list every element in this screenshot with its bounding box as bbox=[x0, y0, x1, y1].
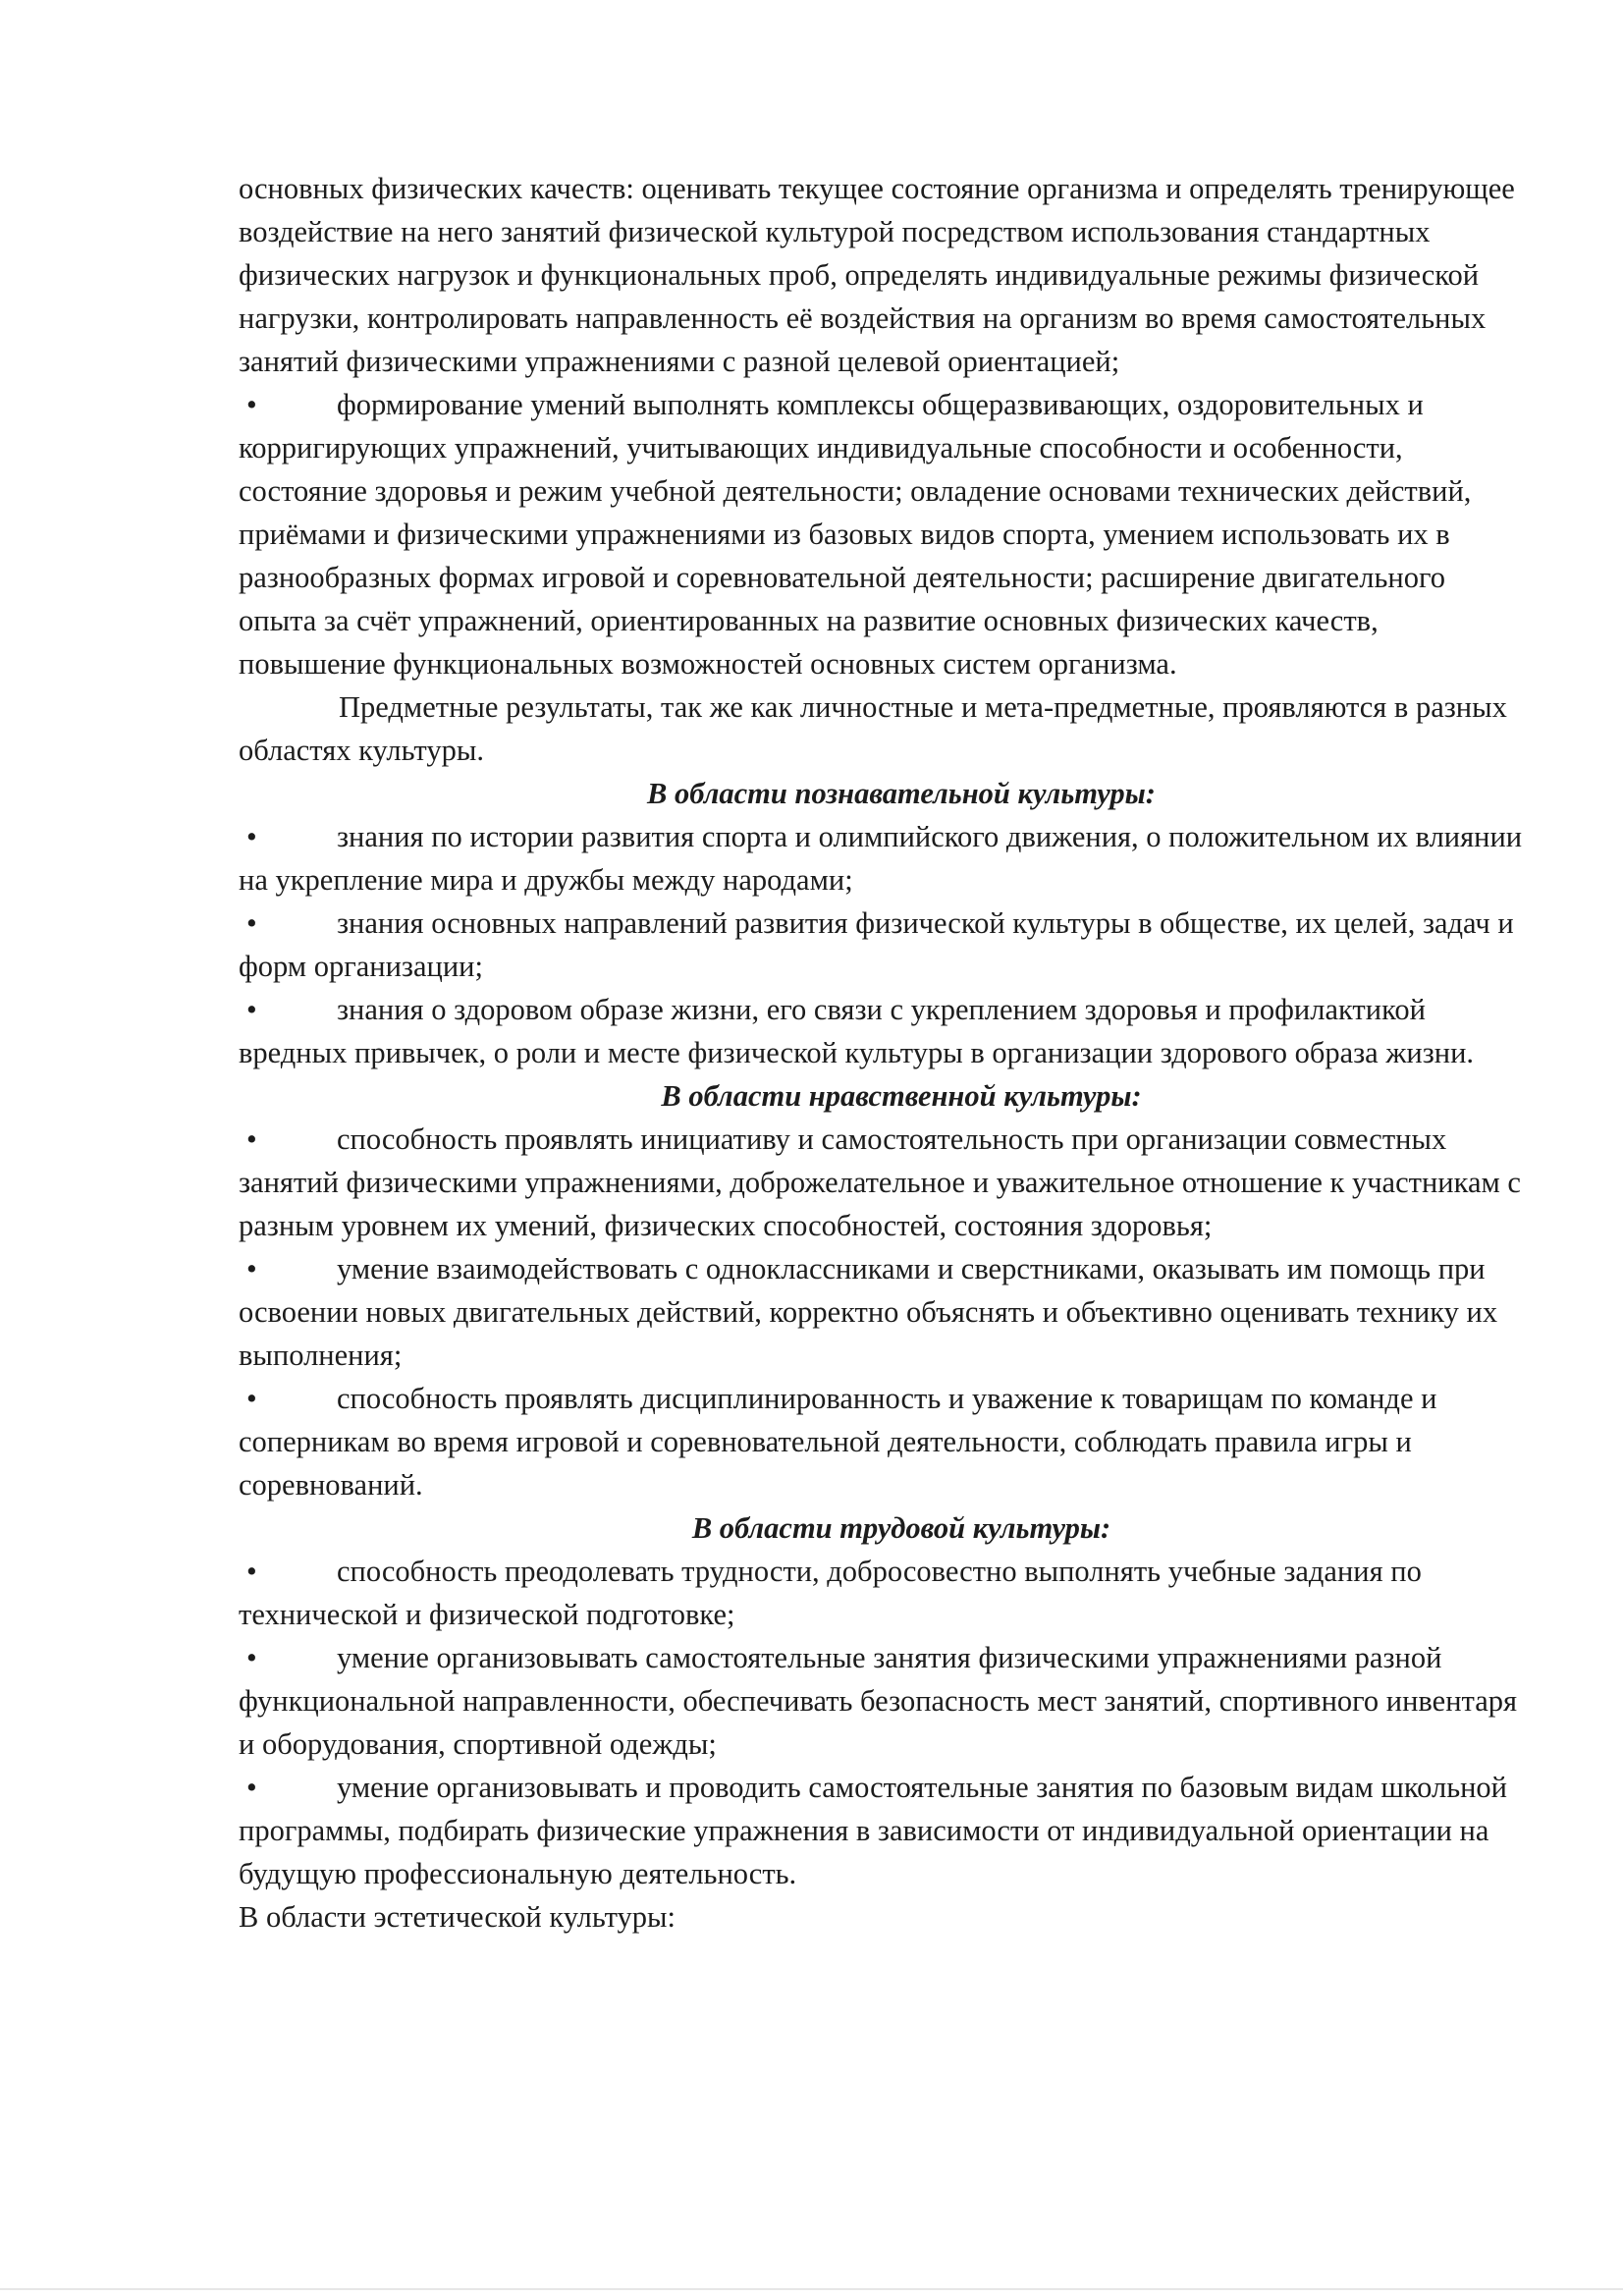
list-item-text: знания по истории развития спорта и олимпийского движения, о положительном их влиянии на укрепление мира и дружбы между народами; bbox=[239, 820, 1523, 897]
list-item bbox=[239, 1636, 1525, 1766]
paragraph-subject-results: Предметные результаты, так же как личностные и мета-предметные, проявляются в разных областях культуры. bbox=[239, 690, 1507, 767]
list-item-text: умение организовывать и проводить самостоятельные занятия по базовым видам школьной программы, подбирать физические упражнения в зависимости от индивидуальной ориентации на будущую профессиональную деятельность. bbox=[239, 1771, 1508, 1890]
paragraph-aesthetic-culture: В области эстетической культуры: bbox=[239, 1900, 676, 1934]
bullet-marker: • bbox=[246, 1122, 257, 1156]
list-item bbox=[239, 1247, 1525, 1377]
bullet-marker: • bbox=[246, 1382, 257, 1415]
list-item-text: умение взаимодействовать с одноклассниками и сверстниками, оказывать им помощь при освоении новых двигательных действий, корректно объяснять и объективно оценивать технику их выполнения; bbox=[239, 1252, 1498, 1372]
section-heading-cognitive-culture: В области познавательной культуры: bbox=[647, 777, 1156, 810]
bullet-marker: • bbox=[246, 388, 257, 421]
list-item-text: знания о здоровом образе жизни, его связи с укреплением здоровья и профилактикой вредных привычек, о роли и месте физической культуры в организации здорового образа жизни. bbox=[239, 993, 1475, 1069]
bullet-marker: • bbox=[246, 993, 257, 1026]
section-heading-moral-culture: В области нравственной культуры: bbox=[661, 1079, 1142, 1113]
page-body bbox=[239, 167, 1525, 1939]
list-item bbox=[239, 1766, 1525, 1895]
list-item bbox=[239, 815, 1525, 902]
bullet-marker: • bbox=[246, 1641, 257, 1674]
list-item bbox=[239, 383, 1525, 685]
bullet-marker: • bbox=[246, 1771, 257, 1804]
bullet-marker: • bbox=[246, 820, 257, 853]
list-item-text: формирование умений выполнять комплексы общеразвивающих, оздоровительных и корригирующих упражнений, учитывающих индивидуальные способности и особенности, состояние здоровья и режим учебной деятельности; овладение основами технических действий, приёмами и физическими упражнениями из базовых видов спорта, умением использовать их в разнообразных формах игровой и соревновательной деятельности; расширение двигательного опыта за счёт упражнений, ориентированных на развитие основных физических качеств, повышение функциональных возможностей основных систем организма. bbox=[239, 388, 1472, 681]
list-item bbox=[239, 988, 1525, 1074]
list-item bbox=[239, 1550, 1525, 1636]
list-item-text: умение организовывать самостоятельные занятия физическими упражнениями разной функциональной направленности, обеспечивать безопасность мест занятий, спортивного инвентаря и оборудования, спортивной одежды; bbox=[239, 1641, 1518, 1761]
section-heading-labor-culture: В области трудовой культуры: bbox=[691, 1511, 1111, 1545]
list-item bbox=[239, 902, 1525, 988]
bullet-marker: • bbox=[246, 906, 257, 940]
paragraph-physical-qualities: основных физических качеств: оценивать текущее состояние организма и определять тренирующее воздействие на него занятий физической культурой посредством использования стандартных физических нагрузок и функциональных проб, определять индивидуальные режимы физической нагрузки, контролировать направленность её воздействия на организм во время самостоятельных занятий физическими упражнениями с разной целевой ориентацией; bbox=[239, 172, 1515, 378]
list-item-text: способность преодолевать трудности, добросовестно выполнять учебные задания по технической и физической подготовке; bbox=[239, 1555, 1422, 1631]
page-bottom-edge bbox=[0, 2288, 1623, 2290]
bullet-marker: • bbox=[246, 1252, 257, 1285]
list-item bbox=[239, 1377, 1525, 1506]
list-item bbox=[239, 1118, 1525, 1247]
list-item-text: способность проявлять дисциплинированность и уважение к товарищам по команде и соперникам во время игровой и соревновательной деятельности, соблюдать правила игры и соревнований. bbox=[239, 1382, 1437, 1502]
bullet-marker: • bbox=[246, 1555, 257, 1588]
list-item-text: способность проявлять инициативу и самостоятельность при организации совместных занятий физическими упражнениями, доброжелательное и уважительное отношение к участникам с разным уровнем их умений, физических способностей, состояния здоровья; bbox=[239, 1122, 1521, 1242]
list-item-text: знания основных направлений развития физической культуры в обществе, их целей, задач и форм организации; bbox=[239, 906, 1514, 983]
